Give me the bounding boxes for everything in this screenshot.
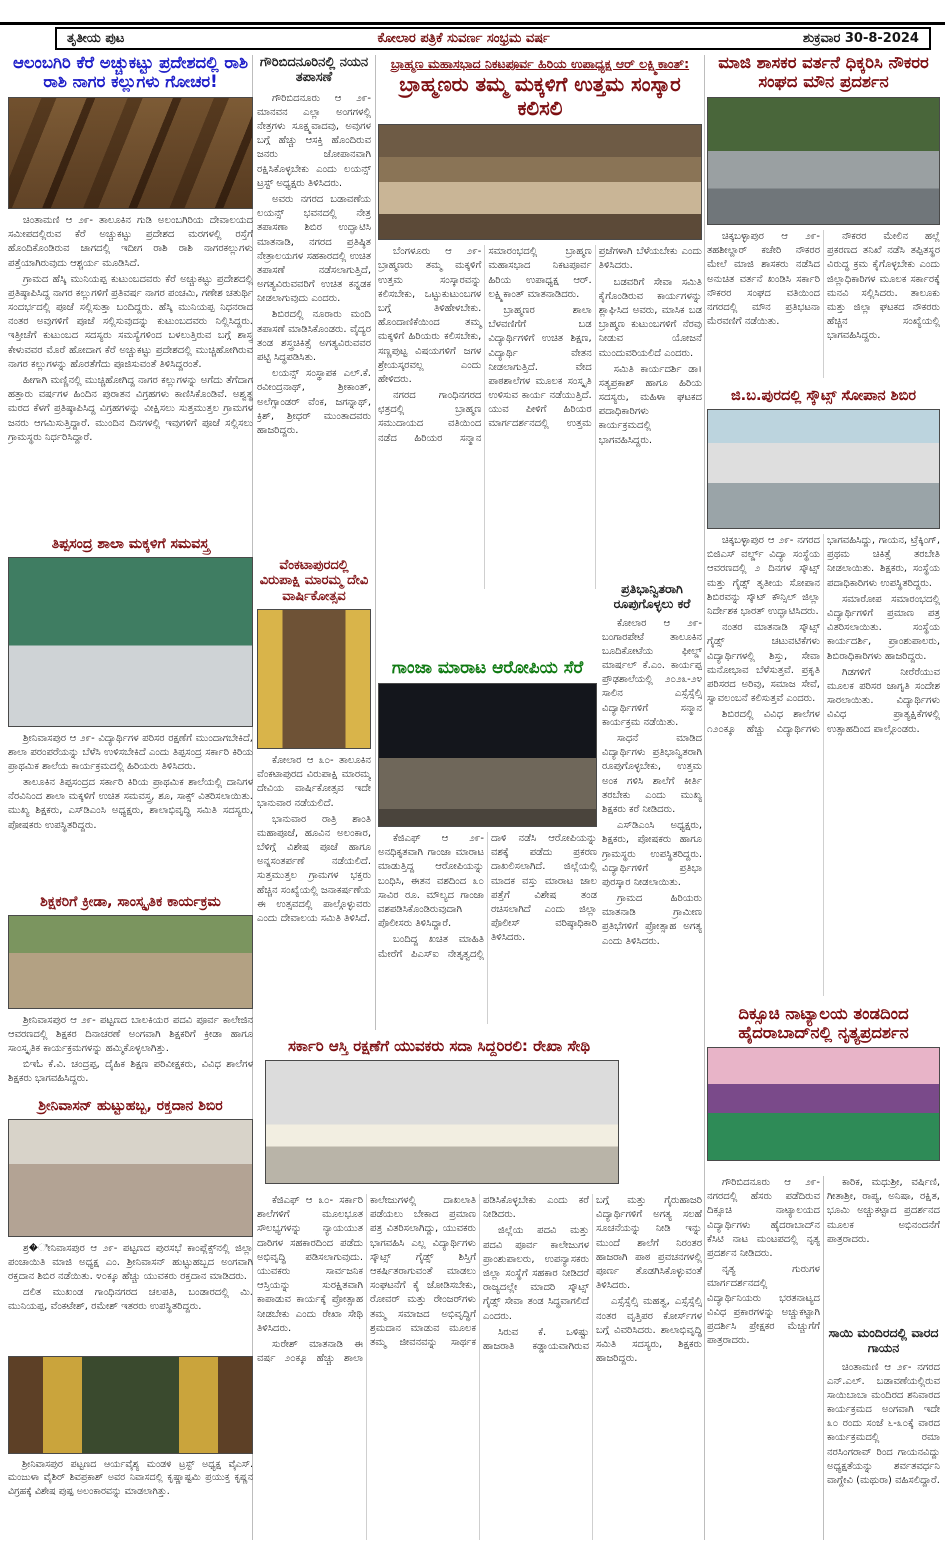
article-teachers-sports (8, 894, 253, 1094)
body-paragraph: ಚಿಂತಾಮಣಿ ಆ ೨೯- ನಗರದ ಎನ್.ಎಲ್. ಬಡಾವಣೆಯಲ್ಲಿರುವ ಸಾಯಿಬಾಬಾ ಮಂದಿರದ ಶನಿವಾರದ ಕಾರ್ಯಕ್ರಮದ ಅಂಗವಾಗಿ ಇದೇ ೩೦ ರಂದು ಸಂಜೆ ೬-೩೦ಕ್ಕೆ ವಾರದ ಕಾರ್ಯಕ್ರಮದಲ್ಲಿ ರಮಾ ನರಸಿಂಗರಾವ್ ರಿಂದ ಗಾಯನವಿದ್ದು ಅಧ್ಯಕ್ಷತೆಯನ್ನು ಶರ್ವತವರ್ಧನಿ ವಾಗ್ದೇವಿ (ಮಥುರಾ) ವಹಿಸಲಿದ್ದಾರೆ. (827, 1361, 940, 1486)
article-body (8, 732, 253, 888)
body-paragraph: ಎಸ್‌ಡಿಎಂಸಿ ಅಧ್ಯಕ್ಷರು, ಶಿಕ್ಷಕರು, ಪೋಷಕರು ಹಾಗೂ ಗ್ರಾಮಸ್ಥರು ಉಪಸ್ಥಿತರಿದ್ದರು. ವಿದ್ಯಾರ್ಥಿಗಳಿಗೆ ಪ್ರತಿಭಾ ಪುರಸ್ಕಾರ ನೀಡಲಾಯಿತು. (602, 820, 702, 888)
article-blood-donation (8, 1098, 253, 1346)
column-rule (704, 55, 705, 1540)
headline: ಮಾಜಿ ಶಾಸಕರ ವರ್ತನೆ ಧಿಕ್ಕರಿಸಿ ನೌಕರರ ಸಂಘದ ಮೌನ ಪ್ರದರ್ಶನ (718, 53, 929, 92)
photo-panel-meeting (265, 1060, 619, 1184)
body-paragraph: ಕೆಜಿಎಫ್ ಆ ೩೦- ಸರ್ಕಾರಿ ಶಾಲೆಗಳಿಗೆ ಮೂಲಭೂತ ಸೌಲಭ್ಯಗಳನ್ನು ನ್ಯಾಯಯುತ ದಾರಿಗಳ ಸಹಕಾರದಿಂದ ಪಡೆದು ಅಭಿವೃದ್ಧಿ ಪಡಿಸಲಾಗುವುದು. ಯುವಕರು ಸಾರ್ವಜನಿಕ ಆಸ್ತಿಯನ್ನು ಸುರಕ್ಷಿತವಾಗಿ ಕಾಪಾಡುವ ಕಾರ್ಯಕ್ಕೆ ಪ್ರೋತ್ಸಾಹ ನೀಡಬೇಕು ಎಂದು ರೇಖಾ ಸೇಥಿ ತಿಳಿಸಿದರು. (257, 1195, 363, 1334)
headline: ಪ್ರತಿಭಾನ್ವಿತರಾಗಿ ರೂಪುಗೊಳ್ಳಲು ಕರೆ (613, 581, 691, 611)
photo-brahmin-gathering (378, 124, 702, 240)
headline: ಆಲಂಬಗಿರಿ ಕೆರೆ ಅಚ್ಚುಕಟ್ಟು ಪ್ರದೇಶದಲ್ಲಿ ರಾಶಿ ರಾಶಿ ನಾಗರ ಕಲ್ಲುಗಳು ಗೋಚರ! (12, 53, 249, 92)
headline: ತಿಪ್ಪಸಂದ್ರ ಶಾಲಾ ಮಕ್ಕಳಿಗೆ ಸಮವಸ್ತ್ರ (51, 536, 210, 552)
body-paragraph: ಕಾರಿಕ, ಮಧುಶ್ರೀ, ವರ್ಷಿಣಿ, ಗೀತಾಶ್ರೀ, ರಾಪ್ಯ, ಅನಿಷಾ, ರಕ್ಷಿತ, ಭೂಮಿ ಅಚ್ಚುಕಟ್ಟಾದ ಪ್ರದರ್ಶನದ ಮೂಲಕ ಅಭಿನಂದನೆಗೆ ಪಾತ್ರರಾದರು. (827, 1177, 940, 1245)
kicker: ಬ್ರಾಹ್ಮಣ ಮಹಾಸಭಾದ ನಿಕಟಪೂರ್ವ ಹಿರಿಯ ಉಪಾಧ್ಯಕ್ಷ ಆರ್ ಲಕ್ಷ್ಮಿಕಾಂತ್: (390, 56, 690, 71)
photo-krishna-decoration (8, 1356, 253, 1454)
article-eye-camp (257, 55, 371, 547)
photo-police-seizure (378, 683, 597, 827)
article-govt-property-body (257, 1194, 702, 1540)
article-dance-show (707, 1004, 940, 1161)
article-uniforms (8, 536, 253, 888)
article-weekly-singing (827, 1326, 940, 1535)
article-body (707, 230, 940, 378)
body-paragraph: ಗ್ರಾಮದ ಹೆಸ್ಕಿ ಮುನಿಯಪ್ಪ ಕುಟುಂಬದವರು ಕೆರೆ ಅಚ್ಚುಕಟ್ಟು ಪ್ರದೇಶದಲ್ಲಿ ಪ್ರತಿಷ್ಠಾಪಿಸಿದ್ದ ನಾಗರ ಕಲ್ಲುಗಳಿಗೆ ಪ್ರತಿವರ್ಷ ನಾಗರ ಪಂಚಮಿ, ಗಣೇಶ ಚತುರ್ಥಿ ಸಂದರ್ಭದಲ್ಲಿ ಪೂಜೆ ಸಲ್ಲಿಸುತ್ತಾ ಬಂದಿದ್ದರು. ಹೆಸ್ಕಿ ಮುನಿಯಪ್ಪ ನಿಧನರಾದ ನಂತರ ಅವುಗಳಿಗೆ ಪೂಜೆ ಸಲ್ಲಿಸುವುದನ್ನು ಕುಟುಂಬದವರು ನಿಲ್ಲಿಸಿದ್ದರು. ಇತ್ತೀಚೆಗೆ ಕುಟುಂಬದ ಸದಸ್ಯರು ಸಮಸ್ಯೆಗಳಿಂದ ಬಳಲುತ್ತಿರುವ ಬಗ್ಗೆ ಶಾಸ್ತ್ರ ಕೇಳುವವರ ಮೊರೆ ಹೋದಾಗ ಕೆರೆ ಅಚ್ಚುಕಟ್ಟು ಪ್ರದೇಶದಲ್ಲಿ ಮುಚ್ಚಿಹೋಗಿರುವ ನಾಗರ ಕಲ್ಲುಗಳನ್ನು ಹೊರತೆಗೆದು ಪೂಜಿಸುವಂತೆ ತಿಳಿಸಿದ್ದರಂತೆ. (8, 273, 253, 370)
body-paragraph: ಚಿಕ್ಕಬಳ್ಳಾಪುರ ಆ ೨೯- ತಹಶೀಲ್ದಾರ್ ಕಚೇರಿ ನೌಕರರ ಮೇಲೆ ಮಾಜಿ ಶಾಸಕರು ನಡೆಸಿದ ಅನುಚಿತ ವರ್ತನೆ ಖಂಡಿಸಿ ಸರ್ಕಾರಿ ನೌಕರರ ಸಂಘದ ವತಿಯಿಂದ ನಗರದಲ್ಲಿ ಮೌನ ಪ್ರತಿಭಟನಾ ಮೆರವಣಿಗೆ ನಡೆಯಿತು. (707, 230, 820, 328)
body-paragraph: ಸಿರುವ ಕೆ. ಒಳಿಷ್ಟು ಹಾಜರಾತಿ ಕಡ್ಡಾಯವಾಗಿರುವ ಬಗ್ಗೆ ಮತ್ತು ಗೈರುಹಾಜರಿ ವಿದ್ಯಾರ್ಥಿಗಳಿಗೆ ಅಗತ್ಯ ಸಲಹೆ ಸೂಚನೆಯನ್ನು ನೀಡಿ ಇನ್ನು ಮುಂದೆ ಶಾಲೆಗೆ ನಿರಂತರ ಹಾಜರಾಗಿ ಪಾಠ ಪ್ರವಚನಗಳಲ್ಲಿ ಪೂರ್ಣ ತೊಡಗಿಸಿಕೊಳ್ಳುವಂತೆ ತಿಳಿಸಿದರು. (483, 1195, 702, 1352)
body-paragraph: ಕೋಲಾರ ಆ ೨೯- ಬಂಗಾರಪೇಟೆ ತಾಲೂಕಿನ ಬೂದಿಕೋಟೆಯ ಫೀಲ್ಡ್ ಮಾರ್ಷಲ್ ಕೆ.ಎಂ. ಕಾರ್ಯಪ್ಪ ಪ್ರೌಢಶಾಲೆಯಲ್ಲಿ ೨೦೨೩-೨೪ ಸಾಲಿನ ಎಸ್ಸೆಸ್ಸೆಲ್ಸಿ ವಿದ್ಯಾರ್ಥಿಗಳಿಗೆ ಸನ್ಮಾನ ಕಾರ್ಯಕ್ರಮ ನಡೆಯಿತು. (602, 617, 702, 728)
krishna-photo-block (8, 1356, 253, 1520)
body-paragraph: ಗೌರಿಬಿದನೂರು ಆ ೨೯- ನಗರದಲ್ಲಿ ಹೆಸರು ಪಡೆದಿರುವ ದಿಕ್ಸೂಚಿ ನಾಟ್ಯಾಲಯದ ವಿದ್ಯಾರ್ಥಿಗಳು ಹೈದರಾಬಾದ್‌ನ ಕೆಸಿಟಿ ನಾಟ ಮಂಟಪದಲ್ಲಿ ನೃತ್ಯ ಪ್ರದರ್ಶನ ನೀಡಿದರು. (707, 1177, 820, 1259)
masthead-title: ಕೋಲಾರ ಪತ್ರಿಕೆ ಸುವರ್ಣ ಸಂಭ್ರಮ ವರ್ಷ (377, 31, 550, 46)
body-paragraph: ಬಿಇಓ ಕೆ.ವಿ. ಚಂದ್ರಪ್ಪ, ದೈಹಿಕ ಶಿಕ್ಷಣ ಪರಿವೀಕ್ಷಕರು, ವಿವಿಧ ಶಾಲೆಗಳ ಶಿಕ್ಷಕರು ಭಾಗವಹಿಸಿದ್ದರು. (8, 1059, 253, 1085)
column-rule (375, 55, 376, 1030)
headline: ಗೌರಿಬಿದನೂರಿನಲ್ಲಿ ನಯನ ತಪಾಸಣೆ (259, 55, 369, 86)
photo-marmma-deity (257, 609, 371, 749)
body-paragraph: ಸಾಧನೆ ಮಾಡಿದ ವಿದ್ಯಾರ್ಥಿಗಳು ಪ್ರತಿಭಾನ್ವಿತರಾಗಿ ರೂಪುಗೊಳ್ಳಬೇಕು, ಉತ್ತಮ ಅಂಕ ಗಳಿಸಿ ಶಾಲೆಗೆ ಕೀರ್ತಿ ತರಬೇಕು ಎಂದು ಮುಖ್ಯ ಶಿಕ್ಷಕರು ಕರೆ ನೀಡಿದರು. (602, 733, 702, 815)
body-paragraph: ಬಂದಿದ್ದ ಖಚಿತ ಮಾಹಿತಿ ಮೇರೆಗೆ ಪಿಎಸ್‌ಐ ನೇತೃತ್ವದಲ್ಲಿ ದಾಳಿ ನಡೆಸಿ ಆರೋಪಿಯನ್ನು ವಶಕ್ಕೆ ಪಡೆದು ಪ್ರಕರಣ ದಾಖಲಿಸಲಾಗಿದೆ. ಜಿಲ್ಲೆಯಲ್ಲಿ ಮಾದಕ ವಸ್ತು ಮಾರಾಟ ಜಾಲ ಪತ್ತೆಗೆ ವಿಶೇಷ ತಂಡ ರಚಿಸಲಾಗಿದೆ ಎಂದು ಜಿಲ್ಲಾ ಪೊಲೀಸ್ ವರಿಷ್ಠಾಧಿಕಾರಿ ತಿಳಿಸಿದರು. (378, 833, 597, 960)
body-paragraph: ಸಮಿತಿ ಕಾರ್ಯದರ್ಶಿ ಡಾ। ಸತ್ಯಪ್ರಕಾಶ್ ಹಾಗೂ ಹಿರಿಯ ಸದಸ್ಯರು, ಮಹಿಳಾ ಘಟಕದ ಪದಾಧಿಕಾರಿಗಳು ಕಾರ್ಯಕ್ರಮದಲ್ಲಿ ಭಾಗವಹಿಸಿದ್ದರು. (598, 363, 702, 446)
photo-naga-stones (8, 97, 253, 209)
article-brahmins-sanskara (378, 56, 702, 589)
body-paragraph: ಜಿಲ್ಲೆಯ ಪದವಿ ಮತ್ತು ಪದವಿ ಪೂರ್ವ ಕಾಲೇಜುಗಳ ಪ್ರಾಂಶುಪಾಲರು, ಉಪನ್ಯಾಸಕರು ಜಿಲ್ಲಾ ಸಂಸ್ಥೆಗೆ ಸಹಕಾರ ನೀಡಿದರೆ ರಾಜ್ಯದಲ್ಲೇ ಮಾದರಿ ಸ್ಕೌಟ್ಸ್ ಗೈಡ್ಸ್ ಸೇವಾ ತಂಡ ಸಿದ್ಧವಾಗಲಿದೆ ಎಂದರು. (483, 1225, 589, 1322)
headline: ಸಾಯಿ ಮಂದಿರದಲ್ಲಿ ವಾರದ ಗಾಯನ (828, 1325, 939, 1355)
headline: ದಿಕ್ಸೂಚಿ ನಾಟ್ಯಾಲಯ ತಂಡದಿಂದ ಹೈದರಾಬಾದ್‌ನಲ್ಲಿ ನೃತ್ಯಪ್ರದರ್ಶನ (738, 1004, 909, 1043)
body-paragraph: ಶ್ರೀನಿವಾಸಪುರ ಆ ೨೯- ಪಟ್ಟಣದ ಬಾಲಕಿಯರ ಪದವಿ ಪೂರ್ವ ಕಾಲೇಜಿನ ಆವರಣದಲ್ಲಿ ಶಿಕ್ಷಕರ ದಿನಾಚರಣೆ ಅಂಗವಾಗಿ ಶಿಕ್ಷಕರಿಗೆ ಕ್ರೀಡಾ ಹಾಗೂ ಸಾಂಸ್ಕೃತಿಕ ಕಾರ್ಯಕ್ರಮಗಳನ್ನು ಹಮ್ಮಿಕೊಳ್ಳಲಾಗಿತ್ತು. (8, 1014, 253, 1054)
photo-caption (8, 1458, 253, 1520)
masthead-page-label: ತೃತೀಯ ಪುಟ (67, 31, 125, 46)
body-paragraph: ಚಿಂತಾಮಣಿ ಆ ೨೯- ತಾಲೂಕಿನ ಗುಡಿ ಅಲಂಬಗಿರಿಯ ದೇವಾಲಯದ ಸಮೀಪದಲ್ಲಿರುವ ಕೆರೆ ಅಚ್ಚುಕಟ್ಟು ಪ್ರದೇಶದ ಮರಗಳಲ್ಲಿ ರಸ್ತೆಗೆ ಹೊಂದಿಕೊಂಡಿರುವ ಜಾಗದಲ್ಲಿ ಇದೀಗ ರಾಶಿ ರಾಶಿ ನಾಗರಕಲ್ಲುಗಳು ಪತ್ತೆಯಾಗಿರುವುದು ಆಶ್ಚರ್ಯ ಮೂಡಿಸಿದೆ. (8, 214, 253, 269)
headline: ಜಿ.ಬ.ಪುರದಲ್ಲಿ ಸ್ಕೌಟ್ಸ್ ಸೋಪಾನ ಶಿಬಿರ (730, 388, 917, 404)
article-lake-stones (8, 53, 253, 530)
body-paragraph: ಬಡವರಿಗೆ ಸೇವಾ ಸಮಿತಿ ಕೈಗೊಂಡಿರುವ ಕಾರ್ಯಗಳನ್ನು ಶ್ಲಾಘಿಸಿದ ಅವರು, ಮಾಸಿಕ ಬಡ ಬ್ರಾಹ್ಮಣ ಕುಟುಂಬಗಳಿಗೆ ನೆರವು ನೀಡುವ ಯೋಜನೆ ಮುಂದುವರಿಯಲಿದೆ ಎಂದರು. (598, 276, 702, 359)
body-paragraph: ಸಮಾರೋಪ ಸಮಾರಂಭದಲ್ಲಿ ವಿದ್ಯಾರ್ಥಿಗಳಿಗೆ ಪ್ರಮಾಣ ಪತ್ರ ವಿತರಿಸಲಾಯಿತು. ಸಂಸ್ಥೆಯ ಕಾರ್ಯದರ್ಶಿ, ಪ್ರಾಂಶುಪಾಲರು, ಶಿಬಿರಾಧಿಕಾರಿಗಳು ಹಾಜರಿದ್ದರು. (827, 593, 940, 662)
column-rule (823, 1176, 824, 1540)
article-silent-protest (707, 53, 940, 378)
photo-school-uniform-event (8, 557, 253, 727)
body-paragraph: ಎಸ್ಸೆಸ್ಸೆಲ್ಸಿ ಮಹತ್ವ, ಎಸ್ಸೆಸ್ಸೆಲ್ಸಿ ನಂತರ ವೃತ್ತಿಪರ ಕೋರ್ಸ್‌ಗಳ ಬಗ್ಗೆ ವಿವರಿಸಿದರು. ಶಾಲಾಭಿವೃದ್ಧಿ ಸಮಿತಿ ಸದಸ್ಯರು, ಶಿಕ್ಷಕರು ಹಾಜರಿದ್ದರು. (596, 1296, 702, 1365)
body-paragraph: ನಂತರ ಮಾತನಾಡಿ ಸ್ಕೌಟ್ಸ್ ಗೈಡ್ಸ್ ಚಟುವಟಿಕೆಗಳು ವಿದ್ಯಾರ್ಥಿಗಳಲ್ಲಿ ಶಿಸ್ತು, ಸೇವಾ ಮನೋಭಾವ ಬೆಳೆಸುತ್ತವೆ. ಪ್ರಕೃತಿ ಪರಿಸರದ ಅರಿವು, ಸಮಾಜ ಸೇವೆ, ಸ್ವಾವಲಂಬನೆ ಕಲಿಸುತ್ತವೆ ಎಂದರು. (707, 622, 820, 705)
article-ganja-arrest (378, 658, 597, 1024)
body-paragraph: ಹೀಗಾಗಿ ಮಣ್ಣಿನಲ್ಲಿ ಮುಚ್ಚಿಹೋಗಿದ್ದ ನಾಗರ ಕಲ್ಲುಗಳನ್ನು ಅಗೆದು ತೆಗೆದಾಗ ಹತ್ತಾರು ವರ್ಷಗಳ ಹಿಂದಿನ ಪುರಾತನ ವಿಗ್ರಹಗಳು ಕಾಣಿಸಿಕೊಂಡಿವೆ. ಅಶ್ವತ್ಥ ಮರದ ಕೆಳಗೆ ಪ್ರತಿಷ್ಠಾಪಿಸಿದ್ದ ವಿಗ್ರಹಗಳನ್ನು ವೀಕ್ಷಿಸಲು ಸುತ್ತಮುತ್ತಲ ಗ್ರಾಮಗಳ ಜನರು ಆಗಮಿಸುತ್ತಿದ್ದಾರೆ. ಮುಂದಿನ ದಿನಗಳಲ್ಲಿ ಇವುಗಳಿಗೆ ಪೂಜೆ ಸಲ್ಲಿಸಲು ಗ್ರಾಮಸ್ಥರು ನಿರ್ಧರಿಸಿದ್ದಾರೆ. (8, 375, 253, 443)
body-paragraph: ನೃತ್ಯ ಗುರುಗಳ ಮಾರ್ಗದರ್ಶನದಲ್ಲಿ ವಿದ್ಯಾರ್ಥಿನಿಯರು ಭರತನಾಟ್ಯದ ವಿವಿಧ ಪ್ರಕಾರಗಳನ್ನು ಅಚ್ಚುಕಟ್ಟಾಗಿ ಪ್ರದರ್ಶಿಸಿ ಪ್ರೇಕ್ಷಕರ ಮೆಚ್ಚುಗೆಗೆ ಪಾತ್ರರಾದರು. (707, 1264, 820, 1347)
body-paragraph: ನಗರದ ಗಾಂಧಿನಗರದ ಛತ್ರದಲ್ಲಿ ಬ್ರಾಹ್ಮಣ ಸಮುದಾಯದ ವತಿಯಿಂದ ನಡೆದ ಹಿರಿಯರ ಸನ್ಮಾನ ಸಮಾರಂಭದಲ್ಲಿ ಬ್ರಾಹ್ಮಣ ಮಹಾಸಭಾದ ನಿಕಟಪೂರ್ವ ಹಿರಿಯ ಉಪಾಧ್ಯಕ್ಷ ಆರ್. ಲಕ್ಷ್ಮಿಕಾಂತ್ ಮಾತನಾಡಿದರು. (378, 246, 592, 444)
headline: ವೆಂಕಟಾಪುರದಲ್ಲಿ ವಿರುಪಾಕ್ಷಿ ಮಾರಮ್ಮ ದೇವಿ ವಾರ್ಷಿಕೋತ್ಸವ (259, 558, 369, 604)
photo-dance-troupe (707, 1047, 940, 1161)
body-paragraph: ಭಾನುವಾರ ರಾತ್ರಿ ಶಾಂತಿ ಮಹಾಪೂಜೆ, ಹೂವಿನ ಅಲಂಕಾರ, ಬೆಳಿಗ್ಗೆ ವಿಶೇಷ ಪೂಜೆ ಹಾಗೂ ಅನ್ನಸಂತರ್ಪಣೆ ನಡೆಯಲಿದೆ. ಸುತ್ತಮುತ್ತಲ ಗ್ರಾಮಗಳ ಭಕ್ತರು ಹೆಚ್ಚಿನ ಸಂಖ್ಯೆಯಲ್ಲಿ ಜನಾಕರ್ಷಣೆಯ ಈ ಉತ್ಸವದಲ್ಲಿ ಪಾಲ್ಗೊಳ್ಳುವರು ಎಂದು ದೇವಾಲಯ ಸಮಿತಿ ತಿಳಿಸಿದೆ. (257, 813, 371, 925)
article-body (827, 1361, 940, 1535)
photo-protest-march (707, 97, 940, 225)
body-paragraph: ಬ್ರಾಹ್ಮಣರ ಶಾಲಾ ಬೆಳವಣಿಗೆಗೆ ಬಡ ವಿದ್ಯಾರ್ಥಿಗಳಿಗೆ ಉಚಿತ ಶಿಕ್ಷಣ, ವಿದ್ಯಾರ್ಥಿ ವೇತನ ನೀಡಲಾಗುತ್ತಿದೆ. ವೇದ ಪಾಠಶಾಲೆಗಳ ಮೂಲಕ ಸಂಸ್ಕೃತಿ ಉಳಿಸುವ ಕಾರ್ಯ ನಡೆಯುತ್ತಿದೆ. ಯುವ ಪೀಳಿಗೆ ಹಿರಿಯರ ಮಾರ್ಗದರ್ಶನದಲ್ಲಿ ಉತ್ತಮ ಪ್ರಜೆಗಳಾಗಿ ಬೆಳೆಯಬೇಕು ಎಂದು ತಿಳಿಸಿದರು. (488, 246, 702, 430)
headline: ಬ್ರಾಹ್ಮಣರು ತಮ್ಮ ಮಕ್ಕಳಿಗೆ ಉತ್ತಮ ಸಂಸ್ಕಾರ ಕಲಿಸಲಿ (399, 72, 681, 120)
article-body (257, 92, 371, 547)
article-body (378, 832, 597, 1024)
article-body (8, 1014, 253, 1094)
caption-text: ಶ್ರೀನಿವಾಸಪುರ ಪಟ್ಟಣದ ಆರ್ಯವೈಶ್ಯ ಮಂಡಳಿ ಟ್ರಸ್ಟ್ ಅಧ್ಯಕ್ಷ ವೈಎಸ್. ಮಂಜುಳಾ ವೈಶಿರ್ ಶಿವಪ್ರಕಾಶ್ ಅವರ ನಿವಾಸದಲ್ಲಿ ಕೃಷ್ಣಾಷ್ಟಮಿ ಪ್ರಯುಕ್ತ ಕೃಷ್ಣನ ವಿಗ್ರಹಕ್ಕೆ ವಿಶೇಷ ಪುಷ್ಪ ಅಲಂಕಾರವನ್ನು ಮಾಡಲಾಗಿತ್ತು. (8, 1459, 253, 1497)
article-body (257, 754, 371, 1042)
body-paragraph: ಚಿಕ್ಕಬಳ್ಳಾಪುರ ಆ ೨೯- ನಗರದ ಬಿಜಿಎಸ್ ವರ್ಲ್ಡ್ ವಿದ್ಯಾ ಸಂಸ್ಥೆಯ ಆವರಣದಲ್ಲಿ ೨ ದಿನಗಳ ಸ್ಕೌಟ್ಸ್ ಮತ್ತು ಗೈಡ್ಸ್ ತೃತೀಯ ಸೋಪಾನ ಶಿಬಿರವನ್ನು ಸ್ಕೌಟ್ ಕೌನ್ಸಿಲ್ ಜಿಲ್ಲಾ ನಿರ್ದೇಶಕ ಭಾರತ್ ಉದ್ಘಾಟಿಸಿದರು. (707, 535, 820, 618)
headline: ಶಿಕ್ಷಕರಿಗೆ ಕ್ರೀಡಾ, ಸಾಂಸ್ಕೃತಿಕ ಕಾರ್ಯಕ್ರಮ (40, 894, 221, 910)
article-scouts-camp (707, 388, 940, 996)
body-paragraph: ದಲಿತ ಮುಖಂಡ ಗಾಂಧಿನಗರದ ಚಲಪತಿ, ಬಂಡಾರದಲ್ಲಿ ಮಿ. ಮುನಿಯಪ್ಪ, ವೆಂಕಟೇಶ್, ರಮೇಶ್ ಇತರರು ಉಪಸ್ಥಿತರಿದ್ದರು. (8, 1287, 253, 1313)
body-paragraph: ಗ್ರಾಮದ ಹಿರಿಯರು ಮಾತನಾಡಿ ಗ್ರಾಮೀಣ ಪ್ರತಿಭೆಗಳಿಗೆ ಪ್ರೋತ್ಸಾಹ ಅಗತ್ಯ ಎಂದು ತಿಳಿಸಿದರು. (602, 893, 702, 947)
article-body (8, 1242, 253, 1346)
body-paragraph: ಬೆಂಗಳೂರು ಆ ೨೯- ಬ್ರಾಹ್ಮಣರು ತಮ್ಮ ಮಕ್ಕಳಿಗೆ ಉತ್ತಮ ಸಂಸ್ಕಾರವನ್ನು ಕಲಿಸಬೇಕು, ಒಟ್ಟುಕುಟುಂಬಗಳ ಬಗ್ಗೆ ತಿಳಿಹೇಳಬೇಕು. ಹೊಂದಾಣಿಕೆಯಿಂದ ತಮ್ಮ ಮಕ್ಕಳಿಗೆ ಹಿರಿಯರು ಕಲಿಸಬೇಕು, ಸಣ್ಣಪುಟ್ಟ ವಿಷಯಗಳಿಗೆ ಜಗಳ ಶ್ರೇಯಸ್ಕರವಲ್ಲ ಎಂದು ಹೇಳಿದರು. (378, 246, 482, 385)
article-body (378, 245, 702, 589)
body-paragraph: ಸುರೇಶ್ ಮಾತನಾಡಿ ಈ ವರ್ಷ ೨೦ಕ್ಕೂ ಹೆಚ್ಚು ಶಾಲಾ ಕಾಲೇಜುಗಳಲ್ಲಿ ದಾಖಲಾತಿ ಪಡೆಯಲು ಬೇಕಾದ ಪ್ರಮಾಣ ಪತ್ರ ವಿತರಿಸಲಾಗಿದ್ದು, ಯುವಕರು ಭಾಗವಹಿಸಿ ಎಲ್ಲ ವಿದ್ಯಾರ್ಥಿಗಳು ಸ್ಕೌಟ್ಸ್ ಗೈಡ್ಸ್ ಶಿಸ್ತಿಗೆ ಆಕರ್ಷಿತರಾಗುವಂತೆ ಮಾಡಲು ಸಂಘಟನೆಗೆ ಕೈ ಜೋಡಿಸಬೇಕು, ರೋವರ್ ಮತ್ತು ರೇಂಜರ್‌ಗಳು ತಮ್ಮ ಸಮಾಜದ ಅಭಿವೃದ್ಧಿಗೆ ಶ್ರಮದಾನ ಮಾಡುವ ಮೂಲಕ ತಮ್ಮ ಜೀವನವನ್ನು ಸಾರ್ಥಕ ಪಡಿಸಿಕೊಳ್ಳಬೇಕು ಎಂದು ಕರೆ ನೀಡಿದರು. (257, 1195, 589, 1365)
body-paragraph: ತಾಲೂಕಿನ ತಿಪ್ಪಸಂದ್ರದ ಸರ್ಕಾರಿ ಕಿರಿಯ ಪ್ರಾಥಮಿಕ ಶಾಲೆಯಲ್ಲಿ ದಾನಿಗಳ ನೆರವಿನಿಂದ ಶಾಲಾ ಮಕ್ಕಳಿಗೆ ಉಚಿತ ಸಮವಸ್ತ್ರ, ಶೂ, ಸಾಕ್ಸ್ ವಿತರಿಸಲಾಯಿತು. ಮುಖ್ಯ ಶಿಕ್ಷಕರು, ಎಸ್‌ಡಿಎಂಸಿ ಅಧ್ಯಕ್ಷರು, ಶಾಲಾಭಿವೃದ್ಧಿ ಸಮಿತಿ ಸದಸ್ಯರು, ಪೋಷಕರು ಉಪಸ್ಥಿತರಿದ್ದರು. (8, 777, 253, 831)
top-rule (0, 22, 945, 25)
photo-blood-donation-camp (8, 1119, 253, 1237)
photo-teachers-ground (8, 915, 253, 1009)
body-paragraph: ಗಿಡಗಳಿಗೆ ನೀರೆರೆಯುವ ಮೂಲಕ ಪರಿಸರ ಜಾಗೃತಿ ಸಂದೇಶ ಸಾರಲಾಯಿತು. ವಿದ್ಯಾರ್ಥಿಗಳು ವಿವಿಧ ಪ್ರಾತ್ಯಕ್ಷಿಕೆಗಳಲ್ಲಿ ಉತ್ಸಾಹದಿಂದ ಪಾಲ್ಗೊಂಡರು. (827, 666, 940, 735)
headline: ಗಾಂಜಾ ಮಾರಾಟ ಆರೋಪಿಯ ಸೆರೆ (391, 658, 584, 678)
masthead (55, 27, 931, 50)
body-paragraph: ಶಿಬಿರದಲ್ಲಿ ನೂರಾರು ಮಂದಿ ತಪಾಸಣೆ ಮಾಡಿಸಿಕೊಂಡರು. ವೈದ್ಯರ ತಂಡ ಶಸ್ತ್ರಚಿಕಿತ್ಸೆ ಅಗತ್ಯವಿರುವವರ ಪಟ್ಟಿ ಸಿದ್ಧಪಡಿಸಿತು. (257, 309, 371, 364)
body-paragraph: ನೌಕರರ ಮೇಲಿನ ಹಲ್ಲೆ ಪ್ರಕರಣದ ತನಿಖೆ ನಡೆಸಿ ತಪ್ಪಿತಸ್ಥರ ವಿರುದ್ಧ ಕ್ರಮ ಕೈಗೊಳ್ಳಬೇಕು ಎಂದು ಜಿಲ್ಲಾಧಿಕಾರಿಗಳ ಮೂಲಕ ಸರ್ಕಾರಕ್ಕೆ ಮನವಿ ಸಲ್ಲಿಸಿದರು. ತಾಲೂಕು ಮತ್ತು ಜಿಲ್ಲಾ ಘಟಕದ ನೌಕರರು ಹೆಚ್ಚಿನ ಸಂಖ್ಯೆಯಲ್ಲಿ ಭಾಗವಹಿಸಿದ್ದರು. (827, 230, 940, 342)
body-paragraph: ಕೋಲಾರ ಆ ೩೦- ತಾಲೂಕಿನ ವೆಂಕಟಾಪುರದ ವಿರುಪಾಕ್ಷಿ ಮಾರಮ್ಮ ದೇವಿಯ ವಾರ್ಷಿಕೋತ್ಸವ ಇದೇ ಭಾನುವಾರ ನಡೆಯಲಿದೆ. (257, 754, 371, 809)
masthead-date: ಶುಕ್ರವಾರ 30-8-2024 (802, 31, 919, 46)
body-paragraph: ಶ್ರ�ೀನಿವಾಸಪುರ ಆ ೨೯- ಪಟ್ಟಣದ ಪುರಸಭೆ ಕಾಂಪ್ಲೆಕ್ಸ್‌ನಲ್ಲಿ ಜಿಲ್ಲಾ ಪಂಚಾಯಿತಿ ಮಾಜಿ ಅಧ್ಯಕ್ಷ ಎಂ. ಶ್ರೀನಿವಾಸನ್ ಹುಟ್ಟುಹಬ್ಬದ ಅಂಗವಾಗಿ ರಕ್ತದಾನ ಶಿಬಿರ ನಡೆಯಿತು. ೪೦ಕ್ಕೂ ಹೆಚ್ಚು ಯುವಕರು ರಕ್ತದಾನ ಮಾಡಿದರು. (8, 1242, 253, 1282)
article-body (8, 214, 253, 530)
headline: ಸರ್ಕಾರಿ ಆಸ್ತಿ ರಕ್ಷಣೆಗೆ ಯುವಕರು ಸದಾ ಸಿದ್ದರಿರಲಿ: ರೇಖಾ ಸೇಥಿ (287, 1037, 591, 1055)
body-paragraph: ಶ್ರೀನಿವಾಸಪುರ ಆ ೨೯- ವಿದ್ಯಾರ್ಥಿಗಳ ಪರಿಸರ ರಕ್ಷಣೆಗೆ ಮುಂದಾಗಬೇಕಿದೆ, ಶಾಲಾ ಪರಂಪರೆಯನ್ನು ಬೆಳೆಸಿ ಉಳಿಸಬೇಕಿದೆ ಎಂದು ತಿಪ್ಪಸಂದ್ರ ಸರ್ಕಾರಿ ಕಿರಿಯ ಪ್ರಾಥಮಿಕ ಶಾಲೆಯ ಕಾರ್ಯಕ್ರಮದಲ್ಲಿ ಹಿರಿಯರು ತಿಳಿಸಿದರು. (8, 732, 253, 772)
body-paragraph: ಶಿಬಿರದಲ್ಲಿ ವಿವಿಧ ಶಾಲೆಗಳ ೧೨೦ಕ್ಕೂ ಹೆಚ್ಚು ವಿದ್ಯಾರ್ಥಿಗಳು ಭಾಗವಹಿಸಿದ್ದು, ಗಾಯನ, ಟ್ರೆಕ್ಕಿಂಗ್, ಪ್ರಥಮ ಚಿಕಿತ್ಸೆ ತರಬೇತಿ ನೀಡಲಾಯಿತು. ಶಿಕ್ಷಕರು, ಸಂಸ್ಥೆಯ ಪದಾಧಿಕಾರಿಗಳು ಉಪಸ್ಥಿತರಿದ್ದರು. (707, 535, 940, 735)
body-paragraph: ಗೌರಿಬಿದನೂರು ಆ ೨೯- ಮಾನವನ ಎಲ್ಲಾ ಅಂಗಗಳಲ್ಲಿ ನೇತ್ರಗಳು ಸೂಕ್ಷ್ಮವಾದವು, ಅವುಗಳ ಬಗ್ಗೆ ಹೆಚ್ಚು ಆಸಕ್ತಿ ಹೊಂದಿರುವ ಜನರು ಜೋಪಾನವಾಗಿ ರಕ್ಷಿಸಿಕೊಳ್ಳಬೇಕು ಎಂದು ಲಯನ್ಸ್ ಟ್ರಸ್ಟ್ ಅಧ್ಯಕ್ಷರು ತಿಳಿಸಿದರು. (257, 92, 371, 189)
body-paragraph: ಕೆಜಿಎಫ್ ಆ ೨೯- ಅನಧಿಕೃತವಾಗಿ ಗಾಂಜಾ ಮಾರಾಟ ಮಾಡುತ್ತಿದ್ದ ಆರೋಪಿಯನ್ನು ಬಂಧಿಸಿ, ಈತನ ವಶದಿಂದ ೩೦ ಸಾವಿರ ರೂ. ಮೌಲ್ಯದ ಗಾಂಜಾ ವಶಪಡಿಸಿಕೊಂಡಿರುವುದಾಗಿ ಪೊಲೀಸರು ತಿಳಿಸಿದ್ದಾರೆ. (378, 833, 484, 930)
body-paragraph: ಅವರು ನಗರದ ಬಡಾವಣೆಯ ಲಯನ್ಸ್ ಭವನದಲ್ಲಿ ನೇತ್ರ ತಪಾಸಣಾ ಶಿಬಿರ ಉದ್ಘಾಟಿಸಿ ಮಾತನಾಡಿ, ನಗರದ ಪ್ರತಿಷ್ಠಿತ ನೇತ್ರಾಲಯಗಳ ಸಹಕಾರದಲ್ಲಿ ಉಚಿತ ತಪಾಸಣೆ ನಡೆಸಲಾಗುತ್ತಿದೆ, ಅಗತ್ಯವಿರುವವರಿಗೆ ಉಚಿತ ಕನ್ನಡಕ ನೀಡಲಾಗುವುದು ಎಂದರು. (257, 193, 371, 305)
headline: ಶ್ರೀನಿವಾಸನ್ ಹುಟ್ಟುಹಬ್ಬ, ರಕ್ತದಾನ ಶಿಬಿರ (38, 1098, 223, 1114)
photo-scouts-planting (707, 409, 940, 529)
article-body (707, 534, 940, 996)
body-paragraph: ಲಯನ್ಸ್ ಸಂಸ್ಥಾಪಕ ಎಲ್.ಕೆ. ರವೀಂದ್ರನಾಥ್, ಶ್ರೀಕಾಂತ್, ಅಲೆಗ್ಸಾಂಡರ್ ವೆಂಕ, ಜಗನ್ನಾಥ್, ಕ್ರಿಶ್, ಶ್ರೀಧರ್ ಮುಂತಾದವರು ಹಾಜರಿದ್ದರು. (257, 368, 371, 436)
article-dance-show-body-right (827, 1176, 940, 1322)
article-govt-property (257, 1038, 621, 1184)
article-maramma-festival (257, 558, 371, 1042)
article-dance-show-body-left (707, 1176, 820, 1530)
